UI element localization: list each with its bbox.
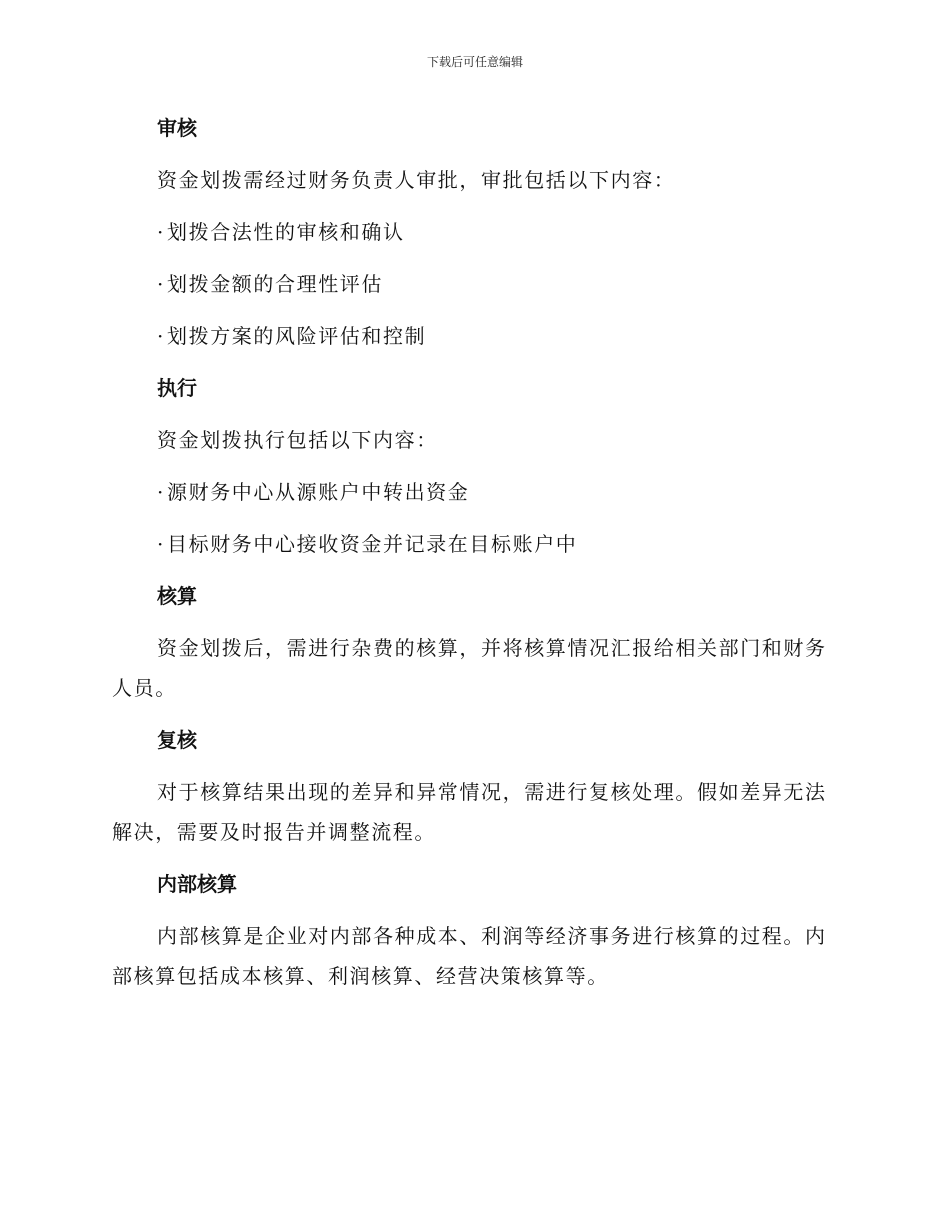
section-paragraph: 资金划拨需经过财务负责人审批，审批包括以下内容： [157,168,676,192]
bullet-text: 划拨方案的风险评估和控制 [167,324,427,348]
section-heading: 复核 [157,728,197,752]
section-paragraph: 对于核算结果出现的差异和异常情况，需进行复核处理。假如差异无法解决，需要及时报告并调整流程。 [112,780,827,844]
section-paragraph: 资金划拨执行包括以下内容： [157,428,438,452]
bullet-dot-icon: · [157,220,165,244]
bullet-dot-icon: · [157,272,165,296]
bullet-item [112,472,836,512]
bullet-text: 划拨金额的合理性评估 [167,272,383,296]
bullet-dot-icon: · [157,532,165,556]
section-heading: 内部核算 [157,872,237,896]
bullet-dot-icon: · [157,480,165,504]
section-paragraph: 资金划拨后，需进行杂费的核算，并将核算情况汇报给相关部门和财务人员。 [112,636,827,700]
bullet-item [112,264,836,304]
section-heading: 核算 [157,584,197,608]
bullet-item [112,212,836,252]
section-paragraph: 内部核算是企业对内部各种成本、利润等经济事务进行核算的过程。内部核算包括成本核算、利润核算、经营决策核算等。 [112,924,827,988]
section-heading: 执行 [157,376,197,400]
bullet-item [112,316,836,356]
section-heading: 审核 [157,116,197,140]
bullet-text: 目标财务中心接收资金并记录在目标账户中 [167,532,578,556]
bullet-text: 划拨合法性的审核和确认 [167,220,405,244]
bullet-dot-icon: · [157,324,165,348]
bullet-text: 源财务中心从源账户中转出资金 [167,480,470,504]
document-body [112,108,836,1008]
page-header: 下载后可任意编辑 [426,55,523,69]
bullet-item [112,524,836,564]
